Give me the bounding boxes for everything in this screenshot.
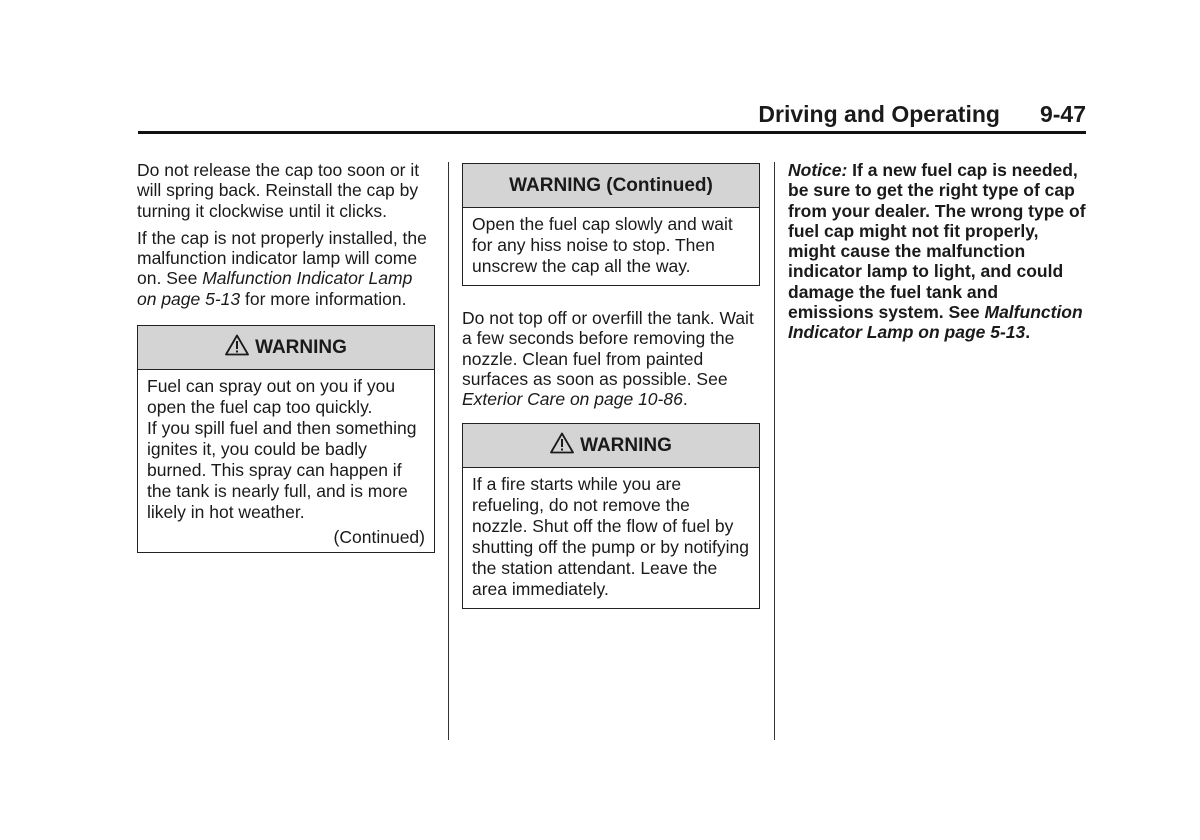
- notice-text: If a new fuel cap is needed, be sure to get the right type of cap from your dealer. The wrong type of fuel cap might not fit properly, might cause the malfunction indicator lamp to light, and could damage the fuel tank and emissions system. See: [788, 160, 1086, 323]
- warning-title: WARNING: [255, 337, 347, 359]
- warning-box: [137, 325, 435, 553]
- paragraph: Do not release the cap too soon or it will spring back. Reinstall the cap by turning it clockwise until it clicks.: [137, 160, 420, 221]
- notice-paragraph: [788, 160, 1086, 343]
- paragraph-text: Do not top off or overfill the tank. Wait a few seconds before removing the nozzle. Clean fuel from painted surfaces as soon as possible. See: [462, 308, 754, 389]
- paragraph-text: for more information.: [240, 288, 407, 309]
- paragraph-text: .: [682, 389, 688, 410]
- column-divider: [448, 162, 449, 740]
- section-title: Driving and Operating: [758, 101, 1000, 127]
- column-3: [788, 160, 1086, 350]
- warning-text: Open the fuel cap slowly and wait for any hiss noise to stop. Then unscrew the cap all the way.: [472, 214, 733, 276]
- continued-label: (Continued): [333, 527, 425, 548]
- warning-body: [138, 370, 434, 552]
- warning-header: [138, 326, 434, 370]
- warning-triangle-icon: [550, 427, 574, 470]
- column-1: [137, 160, 435, 553]
- warning-header: [463, 424, 759, 468]
- notice-text: .: [1025, 322, 1031, 343]
- paragraph-text: If the cap is not properly installed, the malfunction indicator lamp will come on. See: [137, 227, 427, 289]
- warning-box-continued: [462, 163, 760, 286]
- page-number: 9-47: [1039, 101, 1086, 127]
- paragraph: [137, 228, 435, 309]
- warning-text: If a fire starts while you are refueling, do not remove the nozzle. Shut off the flow of fuel by shutting off the pump or by notifying the station attendant. Leave the area immediately.: [472, 474, 749, 600]
- paragraph: [462, 308, 760, 409]
- warning-text: If you spill fuel and then something ignites it, you could be badly burned. This spray can happen if the tank is nearly full, and is more likely in hot weather.: [147, 418, 417, 523]
- cross-reference: Malfunction Indicator Lamp on page 5-13: [788, 302, 1083, 343]
- cross-reference: Exterior Care on page 10-86: [462, 389, 683, 410]
- warning-triangle-icon: [225, 329, 249, 372]
- page-header: [138, 100, 1086, 134]
- warning-box: [462, 423, 760, 609]
- column-divider: [774, 162, 775, 740]
- notice-label: Notice:: [788, 160, 848, 180]
- warning-text: Fuel can spray out on you if you open the fuel cap too quickly.: [147, 376, 396, 418]
- warning-title: WARNING: [580, 435, 672, 457]
- column-2: [462, 163, 760, 609]
- warning-header: WARNING (Continued): [463, 164, 759, 208]
- cross-reference: Malfunction Indicator Lamp on page 5-13: [137, 268, 413, 309]
